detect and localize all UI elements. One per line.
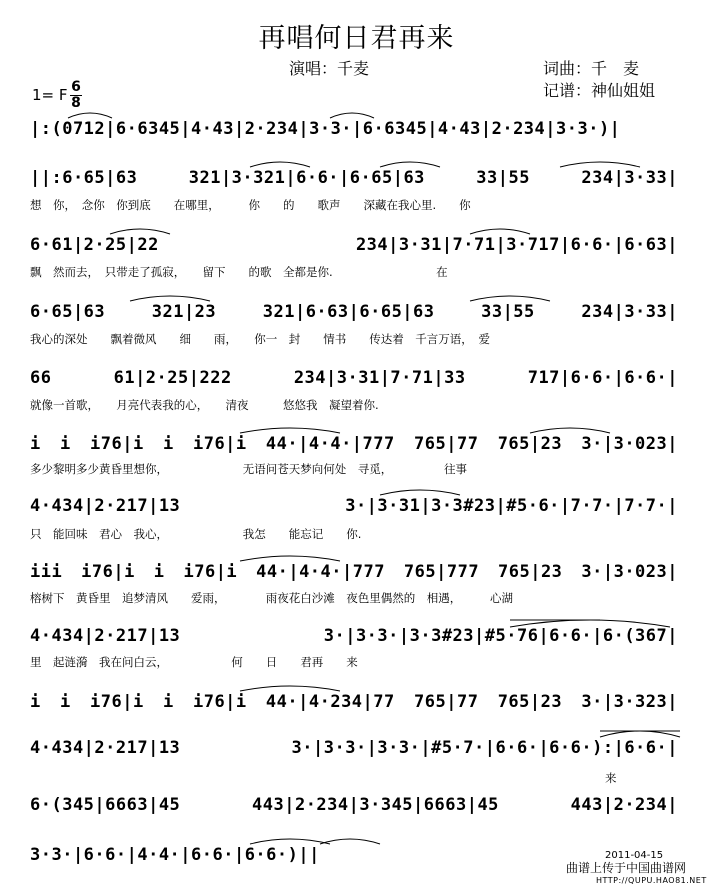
slur-arc [470, 229, 530, 234]
transcriber-credit: 记谱：神仙姐姐 [543, 81, 656, 100]
footer-url: HTTP://QUPU.HAO81.NET [596, 876, 707, 885]
notation-line-5: 66 61|2·25|222 234|3·31|7·71|33 717|6·6·|6·6·| [30, 368, 678, 388]
notation-line-10: i i i76|i i i76|i 44·|4·234|77 765|77 765|23 3·|3·323| [30, 692, 678, 712]
notation-line-4: 6·65|63 321|23 321|6·63|6·65|63 33|55 234|3·33| [30, 302, 678, 322]
lyric-line-7: 只 能回味 君心 我心， 我怎 能忘记 你. [30, 527, 362, 541]
date-stamp: 2011-04-15 [605, 850, 664, 861]
slur-arc [530, 428, 610, 433]
notation-line-6: i i i76|i i i76|i 44·|4·4·|777 765|77 765|23 3·|3·023| [30, 434, 678, 454]
slur-arc [380, 490, 460, 495]
slur-arc [240, 686, 340, 691]
notation-line-9: 4·434|2·217|13 3·|3·3·|3·3#23|#5·76|6·6·|6·(367| [30, 626, 678, 646]
slur-arc [510, 620, 670, 627]
notation-line-8: iii i76|i i i76|i 44·|4·4·|777 765|777 765|23 3·|3·023| [30, 562, 678, 582]
time-signature-top: 6 [71, 79, 81, 95]
lyricist-credit: 词曲：千 麦 [543, 59, 640, 78]
lyric-line-4: 我心的深处 飘着微风 细 雨， 你一 封 情书 传达着 千言万语， 爱 [30, 332, 490, 346]
lyric-line-2: 想 你， 念你 你到底 在哪里， 你 的 歌声 深藏在我心里. 你 [30, 198, 471, 212]
slur-arc [110, 229, 170, 234]
notation-line-13: 3·3·|6·6·|4·4·|6·6·|6·6·)|| [30, 845, 320, 865]
lyric-line-5: 就像一首歌， 月亮代表我的心， 清夜 悠悠我 凝望着你. [30, 398, 379, 412]
slur-arc [240, 428, 340, 433]
notation-line-1: |:(0712|6·6345|4·43|2·234|3·3·|6·6345|4·43|2·234|3·3·)| [30, 119, 621, 139]
notation-line-7: 4·434|2·217|13 3·|3·31|3·3#23|#5·6·|7·7·|7·7·| [30, 496, 678, 516]
slur-arc [68, 113, 112, 118]
slur-arc [600, 731, 680, 737]
song-title: 再唱何日君再来 [258, 23, 455, 54]
slur-arc [250, 162, 310, 167]
notation-line-11: 4·434|2·217|13 3·|3·3·|3·3·|#5·7·|6·6·|6·6·):|6·6·| [30, 738, 678, 758]
key-signature: 1= F [32, 86, 68, 104]
slur-arc [380, 162, 440, 167]
lyric-line-3: 飘 然而去， 只带走了孤寂， 留下 的歌 全都是你. 在 [30, 265, 448, 279]
slur-arc [470, 296, 550, 301]
lyric-line-6: 多少黎明多少黄昏里想你， 无语问苍天梦向何处 寻觅， 往事 [30, 462, 467, 476]
lyric-line-8: 榕树下 黄昏里 追梦清风 爱雨， 雨夜花白沙滩 夜色里偶然的 相遇， 心湖 [30, 591, 513, 605]
notation-line-12: 6·(345|6663|45 443|2·234|3·345|6663|45 443|2·234| [30, 795, 678, 815]
slur-arc [130, 296, 210, 301]
notation-line-3: 6·61|2·25|22 234|3·31|7·71|3·717|6·6·|6·63| [30, 235, 678, 255]
lyric-line-9: 里 起涟漪 我在问白云， 何 日 君再 来 [30, 655, 358, 669]
lyric-line-11: 来 [30, 771, 617, 785]
slur-arc [240, 556, 340, 561]
singer-credit: 演唱：千麦 [289, 59, 370, 78]
time-signature-bottom: 8 [71, 95, 81, 111]
slur-arc [330, 113, 374, 118]
footer-text: 曲谱上传于中国曲谱网 [566, 861, 687, 875]
notation-line-2: ||:6·65|63 321|3·321|6·6·|6·65|63 33|55 234|3·33| [30, 168, 678, 188]
slur-arc [560, 162, 640, 167]
slur-arc [250, 839, 330, 844]
